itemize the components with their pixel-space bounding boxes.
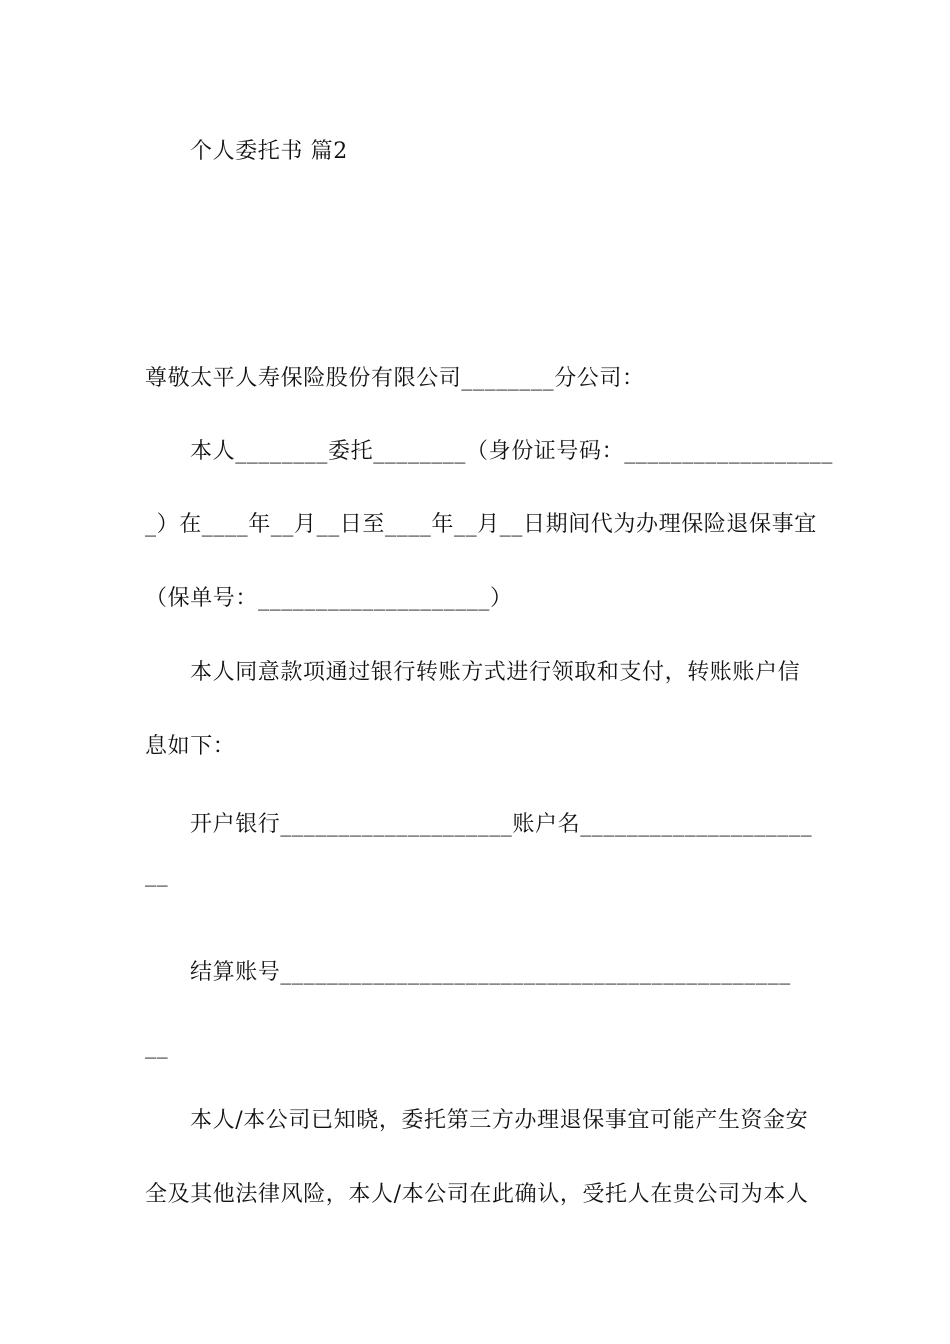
salutation-line: 尊敬太平人寿保险股份有限公司________分公司： — [145, 366, 645, 391]
risk-acknowledgement-continuation: 全及其他法律风险，本人/本公司在此确认，受托人在贵公司为本人 — [145, 1182, 809, 1207]
bank-account-line: 开户银行____________________账户名____________________ — [190, 812, 813, 837]
period-line: _）在____年__月__日至____年__月__日期间代为办理保险退保事宜 — [145, 512, 817, 537]
bank-account-continuation: __ — [145, 862, 169, 887]
settlement-account-line: 结算账号____________________________________________ — [190, 960, 791, 985]
settlement-account-continuation: __ — [145, 1034, 169, 1059]
entrust-line: 本人________委托________（身份证号码：__________________ — [190, 439, 834, 464]
transfer-consent-line: 本人同意款项通过银行转账方式进行领取和支付，转账账户信 — [190, 660, 801, 685]
document-title: 个人委托书 篇2 — [190, 139, 348, 164]
transfer-consent-continuation: 息如下： — [145, 734, 236, 759]
risk-acknowledgement-line: 本人/本公司已知晓，委托第三方办理退保事宜可能产生资金安 — [190, 1108, 809, 1133]
policy-number-line: （保单号：____________________） — [145, 586, 513, 611]
